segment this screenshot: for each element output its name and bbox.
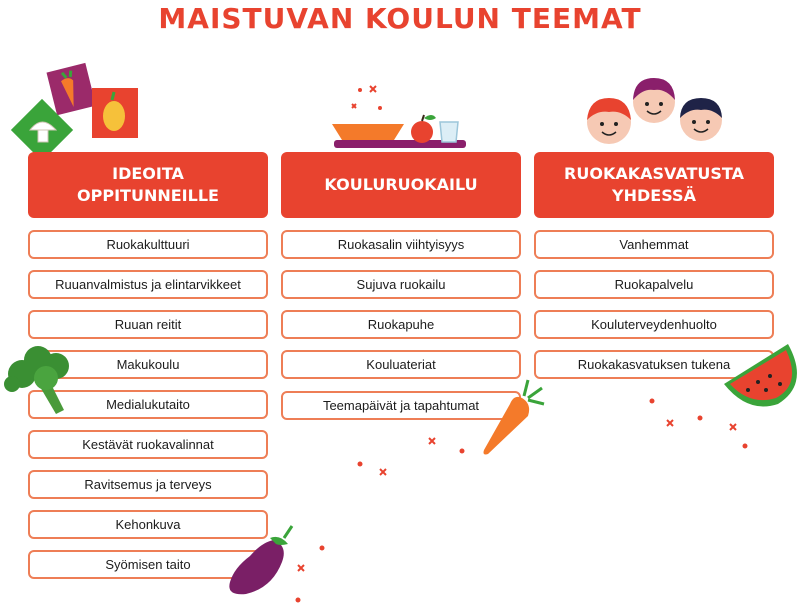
- theme-item[interactable]: Sujuva ruokailu: [281, 270, 521, 299]
- theme-item[interactable]: Ruuanvalmistus ja elintarvikkeet: [28, 270, 268, 299]
- theme-item[interactable]: Kouluterveydenhuolto: [534, 310, 774, 339]
- page-title: MAISTUVAN KOULUN TEEMAT: [158, 2, 642, 35]
- theme-item[interactable]: Kestävät ruokavalinnat: [28, 430, 268, 459]
- theme-item[interactable]: Vanhemmat: [534, 230, 774, 259]
- column-header-ruokakasvatusta: RUOKAKASVATUSTA YHDESSÄ: [534, 152, 774, 218]
- theme-item[interactable]: Medialukutaito: [28, 390, 268, 419]
- theme-item[interactable]: Makukoulu: [28, 350, 268, 379]
- theme-item[interactable]: Syömisen taito: [28, 550, 268, 579]
- theme-item[interactable]: Teemapäivät ja tapahtumat: [281, 391, 521, 420]
- theme-item[interactable]: Ruuan reitit: [28, 310, 268, 339]
- theme-item[interactable]: Ruokapalvelu: [534, 270, 774, 299]
- theme-item[interactable]: Ruokasalin viihtyisyys: [281, 230, 521, 259]
- theme-item[interactable]: Kehonkuva: [28, 510, 268, 539]
- theme-item[interactable]: Ruokakasvatuksen tukena: [534, 350, 774, 379]
- column-header-ideoita: IDEOITA OPPITUNNEILLE: [28, 152, 268, 218]
- theme-item[interactable]: Ruokakulttuuri: [28, 230, 268, 259]
- theme-item[interactable]: Ruokapuhe: [281, 310, 521, 339]
- theme-item[interactable]: Kouluateriat: [281, 350, 521, 379]
- theme-item[interactable]: Ravitsemus ja terveys: [28, 470, 268, 499]
- column-header-kouluruokailu: KOULURUOKAILU: [281, 152, 521, 218]
